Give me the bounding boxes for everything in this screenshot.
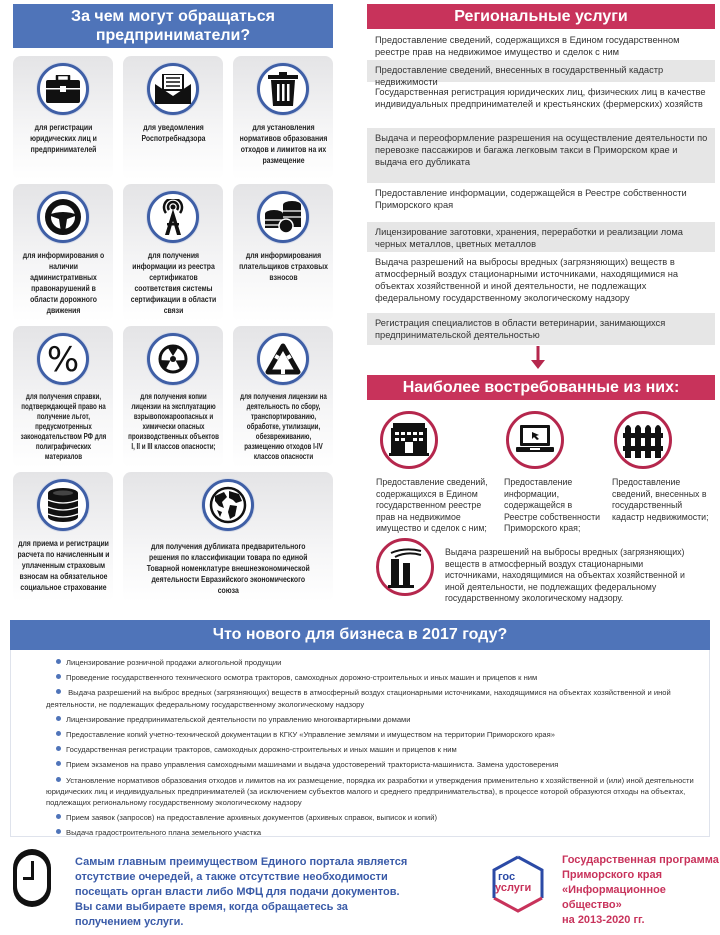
regional-service-item[interactable]: Выдача и переоформление разрешения на осуществление деятельности по перевозке пассажиров и багажа легковым такси в Приморском крае и выдача его дубликата: [367, 128, 715, 183]
regional-services-list: [367, 30, 715, 345]
request-card[interactable]: [233, 326, 333, 468]
request-card-text: для получения лицензии на деятельность по сбору, транспортированию, обработке, утилизации, обезвреживанию, размещению отходов I-IV классов опасности: [239, 392, 327, 461]
popular-item: [612, 411, 712, 523]
hazard-icon: [147, 333, 199, 385]
regional-service-item[interactable]: Государственная регистрация юридических лиц, физических лиц в качестве индивидуальных предпринимателей и крестьянских (фермерских) хозяйств: [375, 87, 706, 109]
bullet-icon: [56, 761, 61, 766]
regional-service-item[interactable]: Предоставление информации, содержащейся в Реестре собственности Приморского края: [375, 188, 687, 210]
request-card-text: для получения копии лицензии на эксплуатацию взрывопожароопасных и химически опасных производственных объектов I, II и III классов опасности;: [127, 392, 219, 451]
request-card[interactable]: [13, 472, 113, 602]
building-icon: [380, 411, 438, 469]
regional-service-item[interactable]: Предоставление сведений, внесенных в государственный кадастр недвижимости: [367, 60, 715, 82]
program-text: [562, 853, 720, 928]
coin-stack-icon: [37, 479, 89, 531]
request-card-text: для получения дубликата предварительного решения по классификации товара по единой Товарной номенклатуре внешнеэкономической деятельности Евразийского экономического союза: [146, 541, 310, 595]
request-card[interactable]: [123, 184, 223, 322]
regional-service-item[interactable]: Выдача разрешений на выбросы вредных (загрязняющих) веществ в атмосферный воздух стационарными источниками, находящимися на объектах хозяйственной и иной деятельности, не подлежащих федеральному государственному экологическому надзору: [375, 257, 678, 303]
steering-wheel-icon: [37, 191, 89, 243]
news-item-text: Предоставление копий учетно-технической документации в КГКУ «Управление землями и имуществом на территории Приморского края»: [66, 730, 555, 740]
bullet-icon: [56, 674, 61, 679]
program-line: «Информационное общество»: [562, 884, 666, 911]
bullet-icon: [56, 659, 61, 664]
request-card-text: для установления нормативов образования отходов и лимитов на их размещение: [239, 122, 327, 165]
recycle-icon: [257, 333, 309, 385]
clock-icon: [9, 847, 55, 909]
percent-icon: [37, 333, 89, 385]
globe-icon: [202, 479, 254, 531]
regional-services-title: Региональные услуги: [367, 4, 715, 29]
left-section-title: За чем могут обращаться предприниматели?: [13, 4, 333, 48]
news-item-text: Государственная регистрации тракторов, самоходных дорожно-строительных и иных машин и прицепов к ним: [66, 745, 457, 755]
request-card-text: для информирования о наличии административных правонарушений в области дорожного движения: [22, 250, 104, 315]
popular-item: [504, 411, 604, 535]
program-line: Приморского края: [562, 869, 662, 881]
request-card-text: для получения информации из реестра сертификатов соответствия системы сертификации в области связи: [130, 250, 216, 315]
bullet-icon: [56, 777, 61, 782]
news-item-text: Прием экзаменов на право управления самоходными машинами и выдача удостоверений тракториста-машиниста. Замена удостоверения: [66, 760, 559, 770]
news-item: [46, 775, 697, 809]
bullet-icon: [56, 746, 61, 751]
request-card[interactable]: [123, 56, 223, 180]
bullet-icon: [56, 689, 61, 694]
request-card-text: для получения справки, подтверждающей право на получение льгот, предусмотренных законодательством РФ для полиграфических материалов: [20, 392, 106, 461]
factory-chimney-icon: [376, 538, 434, 596]
request-card-text: для регистрации юридических лиц и предпринимателей: [29, 122, 97, 154]
news-item: [46, 687, 697, 709]
request-card[interactable]: [233, 56, 333, 180]
news-item-text: Выдача градостроительного плана земельного участка: [66, 828, 262, 838]
news-item: [56, 657, 697, 668]
news-item-text: Выдача разрешений на выброс вредных (загрязняющих) веществ в атмосферный воздух стационарными источниками, находящимися на объектах хозяйственной и иной деятельности, не подлежащих федеральному государственному экологическому надзору: [46, 688, 671, 709]
fence-icon: [614, 411, 672, 469]
news-item-text: Лицензирование предпринимательской деятельности по управлению многоквартирными домами: [66, 714, 411, 724]
news-item: [56, 812, 697, 823]
request-card-text: для уведомления Роспотребнадзора: [141, 122, 205, 143]
gosuslugi-logo: [490, 855, 546, 913]
svg-text:%: %: [46, 341, 80, 377]
coins-icon: [257, 191, 309, 243]
news-item-text: Лицензирование розничной продажи алкогольной продукции: [66, 658, 282, 667]
news-title: Что нового для бизнеса в 2017 году?: [10, 620, 710, 650]
briefcase-icon: [37, 63, 89, 115]
radio-tower-icon: [147, 191, 199, 243]
regional-service-item[interactable]: Регистрация специалистов в области ветеринарии, занимающихся предпринимательской деятельностью: [367, 313, 715, 345]
bullet-icon: [56, 716, 61, 721]
trash-bin-icon: [257, 63, 309, 115]
news-item: [56, 729, 697, 740]
popular-item: [376, 411, 491, 535]
logo-text-gos: гос: [498, 871, 516, 883]
news-item: [56, 827, 697, 838]
request-card[interactable]: [233, 184, 333, 322]
news-list: [10, 650, 710, 837]
popular-item-text: Предоставление сведений, содержащихся в Едином государственном реестре прав на недвижимое имущество и сделок с ним;: [376, 477, 488, 533]
bullet-icon: [56, 814, 61, 819]
logo-text-uslugi: услуги: [495, 882, 532, 894]
request-card[interactable]: [13, 56, 113, 180]
regional-service-item[interactable]: Предоставление сведений, содержащихся в Едином государственном реестре прав на недвижимое имущество и сделок с ним: [375, 35, 680, 57]
arrow-down-icon: [531, 346, 545, 370]
news-item-text: Прием заявок (запросов) на предоставление архивных документов (архивных справок, выписок и копий): [66, 813, 437, 823]
news-item: [56, 714, 697, 725]
request-card-text: для информирования плательщиков страховых взносов: [238, 250, 328, 282]
request-cards: [13, 56, 333, 602]
request-card[interactable]: [123, 326, 223, 468]
portal-advantage-text: Самым главным преимуществом Единого портала является отсутствие очередей, а также отсутствие необходимости посещать орган власти либо МФЦ для подачи документов. Вы сами выбираете время, когда обращаетесь за получением услуги.: [75, 856, 408, 928]
request-card[interactable]: [13, 184, 113, 322]
request-card[interactable]: [13, 326, 113, 468]
request-card[interactable]: [123, 472, 333, 602]
envelope-icon: [147, 63, 199, 115]
popular-item-text: Предоставление сведений, внесенных в государственный кадастр недвижимости;: [612, 477, 709, 522]
news-item-text: Проведение государственного технического осмотра тракторов, самоходных дорожно-строительных и иных машин и прицепов к ним: [66, 673, 538, 683]
news-item: [56, 744, 697, 755]
popular-services-title: Наиболее востребованные из них:: [367, 375, 715, 400]
news-item-text: Установление нормативов образования отходов и лимитов на их размещение, порядка их разработки и утверждения применительно к хозяйственной и (или) иной деятельности юридических лиц и индивидуальных предпринимателей (за исключением субъектов малого и среднего предпринимательства), в процессе которой образуются отходы на объектах, подлежащих региональному государственному экологическому надзору: [46, 775, 694, 808]
regional-service-item[interactable]: Лицензирование заготовки, хранения, переработки и реализации лома черных металлов, цветных металлов: [367, 222, 715, 252]
program-line: Государственная программа: [562, 854, 719, 866]
laptop-icon: [506, 411, 564, 469]
news-item: [56, 759, 697, 770]
popular-item-text: Выдача разрешений на выбросы вредных (загрязняющих) веществ в атмосферный воздух стационарными источниками, находящимися на объектах хозяйственной и иной деятельности, не подлежащих федеральному государственному экологическому надзору.: [445, 547, 685, 603]
news-item: [56, 672, 697, 683]
bullet-icon: [56, 829, 61, 834]
popular-item-text: Предоставление информации, содержащейся в Реестре собственности Приморского края;: [504, 477, 601, 533]
bullet-icon: [56, 731, 61, 736]
request-card-text: для приема и регистрации расчета по начисленным и уплаченным страховым взносам на обязательное социальное страхование: [16, 538, 110, 592]
program-line: на 2013-2020 гг.: [562, 914, 645, 926]
